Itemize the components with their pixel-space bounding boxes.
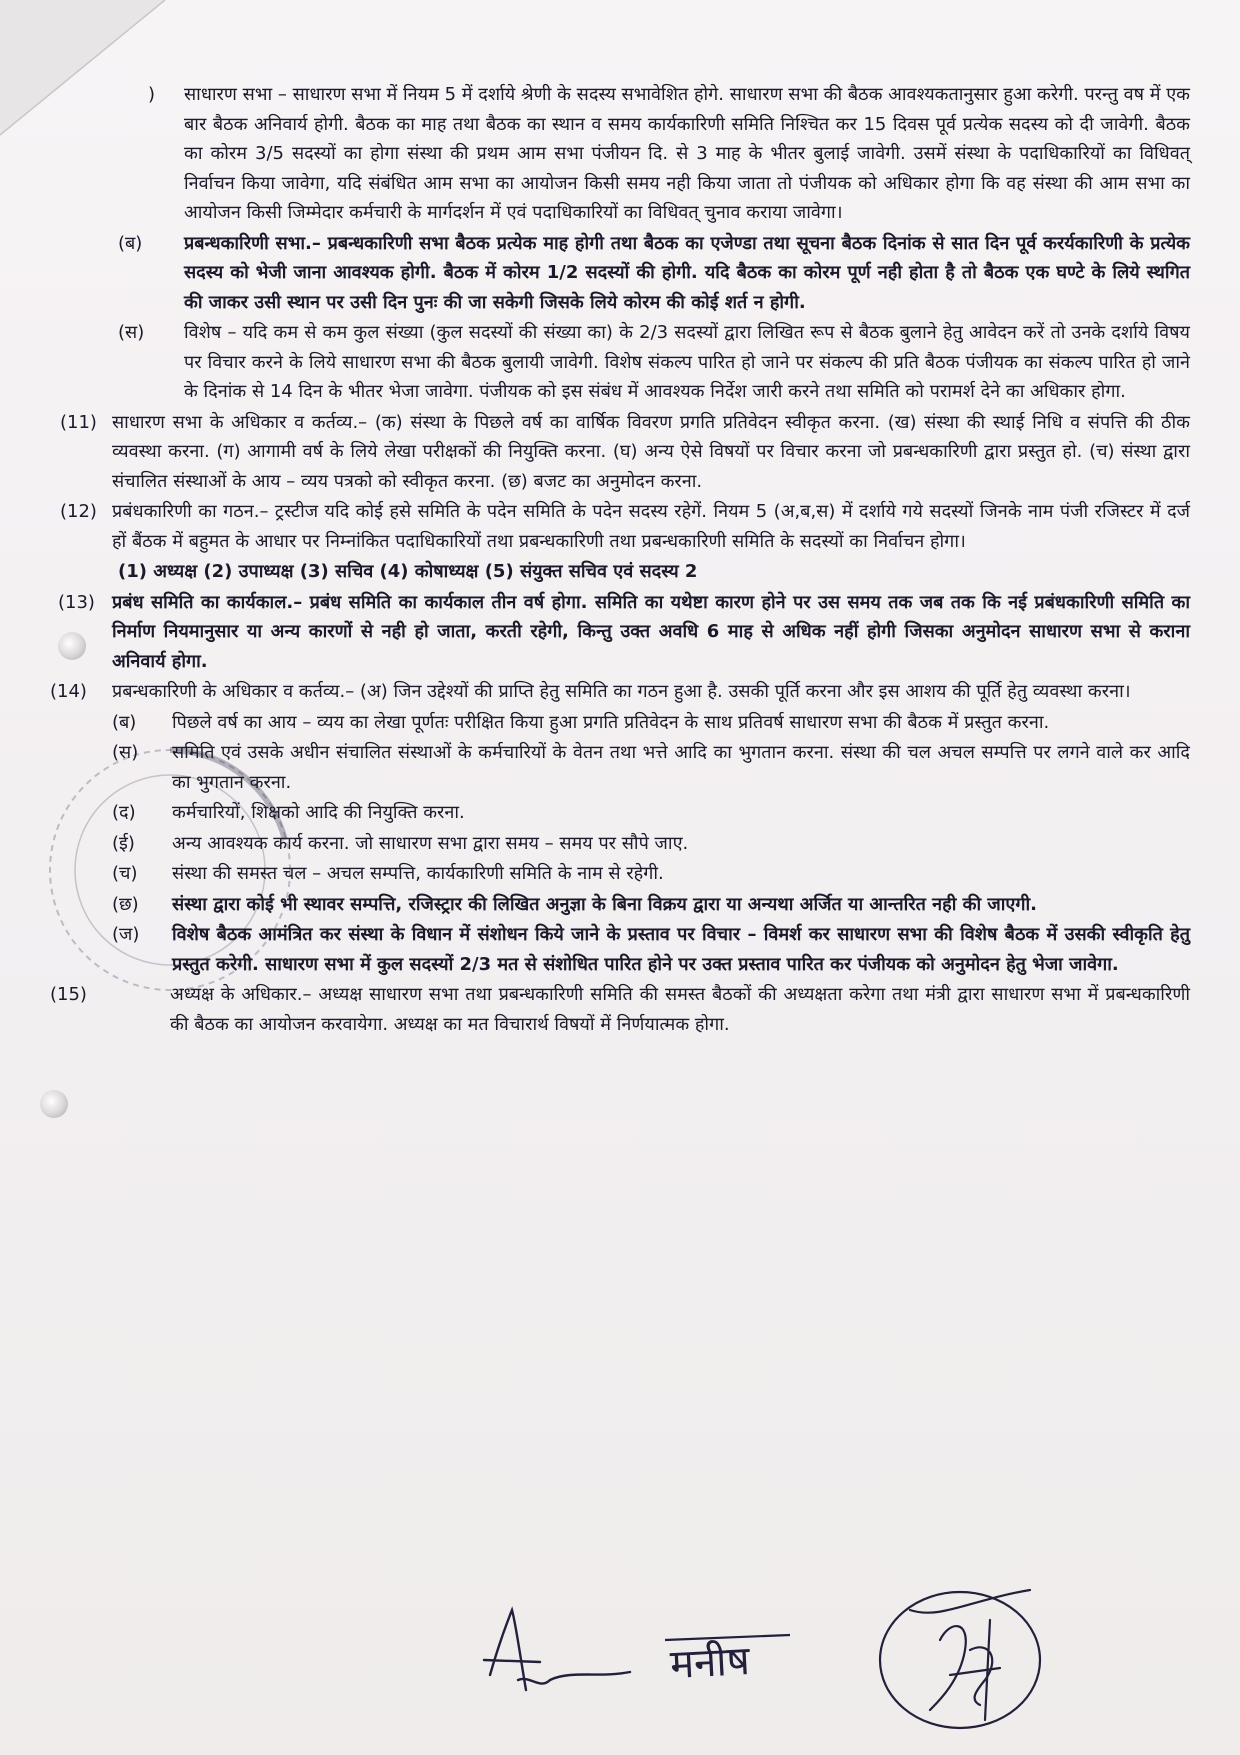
- signature-1: [484, 1610, 630, 1690]
- rule-11: [40, 408, 1190, 497]
- clause-text: साधारण सभा – साधारण सभा में नियम 5 में दर्शाये श्रेणी के सदस्य सभावेशित होगे. साधारण सभा की बैठक आवश्यकतानुसार हुआ करेगी. परन्तु वष में एक बार बैठक अनिवार्य होगी. बैठक का माह तथा बैठक का स्थान व समय कार्यकारिणी समिति निश्चित कर 15 दिवस पूर्व प्रत्येक सदस्य को दी जावेगी. बैठक का कोरम 3/5 सदस्यों का होगा संस्था की प्रथम आम सभा पंजीयन दि. से 3 माह के भीतर बुलाई जावेगी. उसमें संस्था के पदाधिकारियों का विधिवत् निर्वाचन किया जावेगा, यदि संबंधित आम सभा का आयोजन किसी समय नही किया जाता तो पंजीयक को अधिकार होगा कि वह संस्था की आम सभा का आयोजन किसी जिम्मेदार कर्मचारी के मार्गदर्शन में एवं पदाधिकारियों का विधिवत् चुनाव कराया जावेगा।: [184, 84, 1191, 223]
- officer-list: (1) अध्यक्ष (2) उपाध्यक्ष (3) सचिव (4) कोषाध्यक्ष (5) संयुक्त सचिव एवं सदस्य 2: [118, 561, 698, 582]
- clause-special-meeting: [40, 318, 1190, 407]
- rule-12: [40, 497, 1190, 556]
- rule-14: [40, 677, 1190, 707]
- rule-14-item-ch: [40, 859, 1190, 889]
- clause-marker: ): [148, 84, 156, 105]
- rule-text: अध्यक्ष के अधिकार.– अध्यक्ष साधारण सभा तथा प्रबन्धकारिणी समिति की समस्त बैठकों की अध्यक्षता करेगा तथा मंत्री द्वारा साधारण सभा में प्रबन्धकारिणी की बैठक का आयोजन करवायेगा. अध्यक्ष का मत विचारार्थ विषयों में निर्णयात्मक होगा.: [170, 984, 1190, 1035]
- document-body: [40, 80, 1190, 1040]
- item-marker: (स): [112, 742, 139, 763]
- rule-number: (12): [60, 501, 97, 522]
- rule-13: [40, 588, 1190, 677]
- rule-14-item-j: [40, 920, 1190, 979]
- item-text: विशेष बैठक आमंत्रित कर संस्था के विधान में संशोधन किये जाने के प्रस्ताव पर विचार – विमर्श कर साधारण सभा की विशेष बैठक में उसकी स्वीकृति हेतु प्रस्तुत करेगी. साधारण सभा में कुल सदस्यों 2/3 मत से संशोधित पारित होने पर उक्त प्रस्ताव पारित कर पंजीयक को अनुमोदन हेतु भेजा जावेगा.: [172, 924, 1190, 975]
- item-text: समिति एवं उसके अधीन संचालित संस्थाओं के कर्मचारियों के वेतन तथा भत्ते आदि का भुगतान करना. संस्था की चल अचल सम्पत्ति पर लगने वाले कर आदि का भुगतान करना.: [172, 742, 1190, 793]
- item-marker: (द): [112, 802, 136, 823]
- item-text: अन्य आवश्यक कार्य करना. जो साधारण सभा द्वारा समय – समय पर सौपे जाए.: [172, 832, 689, 854]
- rule-number: (15): [50, 984, 87, 1005]
- clause-marker: (ब): [118, 232, 143, 254]
- clause-general-assembly: [40, 80, 1190, 228]
- signature-2: [665, 1635, 790, 1688]
- clause-text: विशेष – यदि कम से कम कुल संख्या (कुल सदस्यों की संख्या का) के 2/3 सदस्यों द्वारा लिखित रूप से बैठक बुलाने हेतु आवेदन करें तो उनके दर्शाये विषय पर विचार करने के लिये साधारण सभा की बैठक बुलायी जावेगी. विशेष संकल्प पारित हो जाने पर संकल्प की प्रति बैठक पंजीयक का संकल्प पारित हो जाने के दिनांक से 14 दिन के भीतर भेजा जावेगा. पंजीयक को इस संबंध में आवश्यक निर्देश जारी करने तथा समिति को परामर्श देने का अधिकार होगा.: [184, 322, 1190, 402]
- rule-number: (11): [60, 411, 97, 433]
- rule-14-item-d: [40, 798, 1190, 828]
- rule-text: प्रबंधकारिणी का गठन.– ट्रस्टीज यदि कोई हसे समिति के पदेन समिति के पदेन सदस्य रहेगें. नियम 5 (अ,ब,स) में दर्शाये गये सदस्यों जिनके नाम पंजी रजिस्टर में दर्ज हों बैंठक में बहुमत के आधार पर निम्नांकित पदाधिकारियों तथा प्रबन्धकारिणी तथा प्रबन्धकारिणी समिति के सदस्यों का निर्वाचन होगा।: [112, 501, 1190, 552]
- signature-2-text: मनीष: [668, 1638, 751, 1689]
- item-marker: (छ): [112, 893, 139, 915]
- rule-14-item-s: [40, 738, 1190, 797]
- rule-text: प्रबंध समिति का कार्यकाल.– प्रबंध समिति का कार्यकाल तीन वर्ष होगा. समिति का यथेष्टा कारण होने पर उस समय तक जब तक कि नई प्रबंधकारिणी समिति का निर्माण नियमानुसार या अन्य कारणों से नही हो जाता, करती रहेगी, किन्तु उक्त अवधि 6 माह से अधिक नहीं होगी जिसका अनुमोदन साधारण सभा से कराना अनिवार्य होगा.: [112, 591, 1190, 672]
- rule-number: (13): [58, 591, 95, 613]
- item-marker: (च): [112, 863, 138, 884]
- item-text: संस्था द्वारा कोई भी स्थावर सम्पत्ति, रजिस्ट्रार की लिखित अनुज्ञा के बिना विक्रय द्वारा या अन्यथा अर्जित या आन्तरित नही की जाएगी.: [172, 893, 1037, 915]
- rule-text: साधारण सभा के अधिकार व कर्तव्य.– (क) संस्था के पिछले वर्ष का वार्षिक विवरण प्रगति प्रतिवेदन स्वीकृत करना. (ख) संस्था की स्थाई निधि व संपत्ति की ठीक व्यवस्था करना. (ग) आगामी वर्ष के लिये लेखा परीक्षकों की नियुक्ति करना. (घ) अन्य ऐसे विषयों पर विचार करना जो प्रबन्धकारिणी द्वारा प्रस्तुत हो. (च) संस्था द्वारा संचालित संस्थाओं के आय – व्यय पत्रको को स्वीकृत करना. (छ) बजट का अनुमोदन करना.: [112, 411, 1190, 492]
- rule-15: [40, 980, 1190, 1039]
- rule-14-item-chh: [40, 890, 1190, 920]
- signatures: [470, 1580, 1110, 1730]
- item-marker: (ई): [112, 832, 135, 854]
- rule-number: (14): [50, 681, 87, 702]
- clause-management-assembly: [40, 229, 1190, 318]
- item-marker: (ब): [112, 711, 137, 733]
- item-text: पिछले वर्ष का आय – व्यय का लेखा पूर्णतः परीक्षित किया हुआ प्रगति प्रतिवेदन के साथ प्रतिवर्ष साधारण सभा की बैठक में प्रस्तुत करना.: [172, 711, 1050, 733]
- item-text: कर्मचारियों, शिक्षको आदि की नियुक्ति करना.: [172, 802, 465, 823]
- rule-text: प्रबन्धकारिणी के अधिकार व कर्तव्य.– (अ) जिन उद्देश्यों की प्राप्ति हेतु समिति का गठन हुआ है. उसकी पूर्ति करना और इस आशय की पूर्ति हेतु व्यवस्था करना।: [112, 681, 1131, 702]
- rule-14-item-b: [40, 708, 1190, 738]
- item-marker: (ज): [112, 924, 140, 945]
- rule-14-item-ii: [40, 829, 1190, 859]
- punch-hole-lower: [40, 1090, 68, 1118]
- item-text: संस्था की समस्त चल – अचल सम्पत्ति, कार्यकारिणी समिति के नाम से रहेगी.: [172, 863, 664, 884]
- clause-text: प्रबन्धकारिणी सभा.– प्रबन्धकारिणी सभा बैठक प्रत्येक माह होगी तथा बैठक का एजेण्डा तथा सूचना बैठक दिनांक से सात दिन पूर्व करर्यकारिणी के प्रत्येक सदस्य को भेजी जाना आवश्यक होगी. बैठक में कोरम 1/2 सदस्यों की होगी. यदि बैठक का कोरम पूर्ण नही होता है तो बैठक एक घण्टे के लिये स्थगित की जाकर उसी स्थान पर उसी दिन पुनः की जा सकेगी जिसके लिये कोरम की कोई शर्त न होगी.: [184, 232, 1190, 313]
- clause-marker: (स): [118, 322, 145, 343]
- signature-3: [880, 1590, 1040, 1728]
